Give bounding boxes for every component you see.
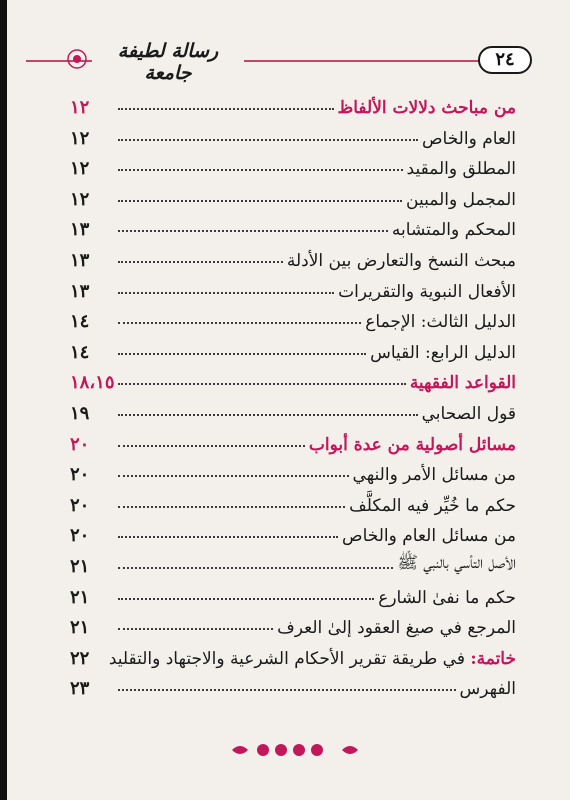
dot-leader (118, 535, 338, 538)
dot-leader (118, 352, 366, 355)
toc-row (70, 639, 516, 669)
toc-entry-label: المحكم والمتشابه (391, 220, 516, 241)
dot-leader (118, 138, 418, 141)
toc-entry-label: المطلق والمقيد (406, 159, 516, 180)
toc-entry-label: حكم ما نفىٰ الشارع (378, 587, 516, 608)
footer-flourish-icon (230, 740, 360, 760)
dot-leader (118, 229, 388, 232)
page-number: ٢٤ (478, 46, 532, 74)
toc-page-number: ٢١ (70, 556, 90, 577)
header-rule-right (244, 60, 482, 62)
toc-entry-label: الدليل الرابع: القياس (370, 342, 516, 363)
dot-leader (118, 199, 402, 202)
dot-leader (118, 168, 403, 171)
toc-entry-label: العام والخاص (421, 128, 516, 149)
toc-entry-label: المرجع في صيغ العقود إلىٰ العرف (277, 618, 516, 639)
toc-entry-label: من مسائل الأمر والنهي (352, 465, 516, 486)
toc-row (70, 180, 516, 210)
toc-row (70, 547, 516, 577)
toc-page-number: ٢٠ (70, 525, 90, 547)
toc-entry-label: مسائل أصولية من عدة أبواب (308, 434, 516, 455)
dot-leader (118, 321, 361, 324)
toc-page-number: ٢٠ (70, 494, 90, 516)
toc-page-number: ٢٣ (70, 678, 90, 700)
toc-entry-label: حكم ما خُيِّر فيه المكلَّف (349, 495, 516, 516)
dot-leader (118, 260, 283, 263)
toc-entry-label: قول الصحابي (421, 404, 516, 424)
dot-leader (118, 107, 334, 110)
page-spine-edge (0, 0, 7, 800)
dot-leader (118, 474, 349, 477)
toc-entry-label: الدليل الثالث: الإجماع (365, 312, 516, 333)
dot-leader (118, 627, 273, 630)
dot-leader (118, 597, 374, 600)
toc-row (70, 669, 516, 699)
header-title: رسالة لطيفة جامعة (117, 40, 219, 84)
toc-entry-label: القواعد الفقهية (409, 373, 516, 394)
toc-row (70, 608, 516, 638)
toc-page-number: ١٣ (70, 219, 90, 241)
toc-page-number: ١٣ (70, 280, 90, 302)
toc-row (70, 516, 516, 546)
toc-page-number: ٢٠ (70, 433, 90, 455)
toc-entry-prefix: خاتمة: (470, 648, 516, 669)
dot-leader (118, 382, 406, 385)
dot-leader (118, 413, 418, 416)
toc-page-number: ٢٢ (70, 647, 90, 669)
toc-page-number: ٢٠ (70, 464, 90, 486)
toc-row (70, 272, 516, 302)
dot-leader (118, 291, 334, 294)
dot-leader (118, 444, 305, 447)
toc-row (70, 241, 516, 271)
toc-entry-label: المجمل والمبين (406, 189, 516, 210)
toc-entry-label: الفهرس (459, 679, 516, 700)
toc-row (70, 578, 516, 608)
toc-row (70, 486, 516, 516)
toc-entry-label: من مسائل العام والخاص (342, 526, 516, 547)
toc-entry-label: الأفعال النبوية والتقريرات (338, 281, 516, 302)
toc-entry-label: مبحث النسخ والتعارض بين الأدلة (286, 251, 516, 271)
page-header (0, 38, 570, 82)
toc-row (70, 119, 516, 149)
toc-entry-label (107, 649, 516, 669)
toc-entry-text: في طريقة تقرير الأحكام الشرعية والاجتهاد والتقليد (108, 648, 471, 669)
toc-page-number: ١٨،١٥ (70, 372, 115, 394)
toc-page-number: ١٢ (70, 127, 90, 149)
toc-page-number: ١٤ (70, 341, 90, 363)
toc-section-row (70, 88, 516, 118)
toc-page-number: ١٢ (70, 97, 90, 118)
toc-page-number: ١٢ (70, 158, 90, 180)
toc-entry-label: الأصل التأسي بالنبي ﷺ (397, 553, 516, 573)
toc-row (70, 149, 516, 179)
toc-page-number: ١٢ (70, 188, 90, 210)
toc-page-number: ٢١ (70, 617, 90, 639)
toc-row (70, 210, 516, 240)
toc-row (70, 394, 516, 424)
toc-row (70, 455, 516, 485)
toc-page-number: ١٣ (70, 250, 90, 271)
dot-leader (118, 505, 345, 508)
toc-row (70, 333, 516, 363)
dot-leader (118, 688, 456, 691)
toc-page-number: ٢١ (70, 586, 90, 608)
toc-entry-label: من مباحث دلالات الألفاظ (337, 98, 516, 118)
toc-section-row (70, 425, 516, 455)
toc-page-number: ١٩ (70, 403, 90, 424)
dot-leader (118, 566, 393, 569)
ornament-icon (66, 48, 88, 70)
toc-section-row (70, 363, 516, 393)
toc-row (70, 302, 516, 332)
toc-page-number: ١٤ (70, 311, 90, 333)
